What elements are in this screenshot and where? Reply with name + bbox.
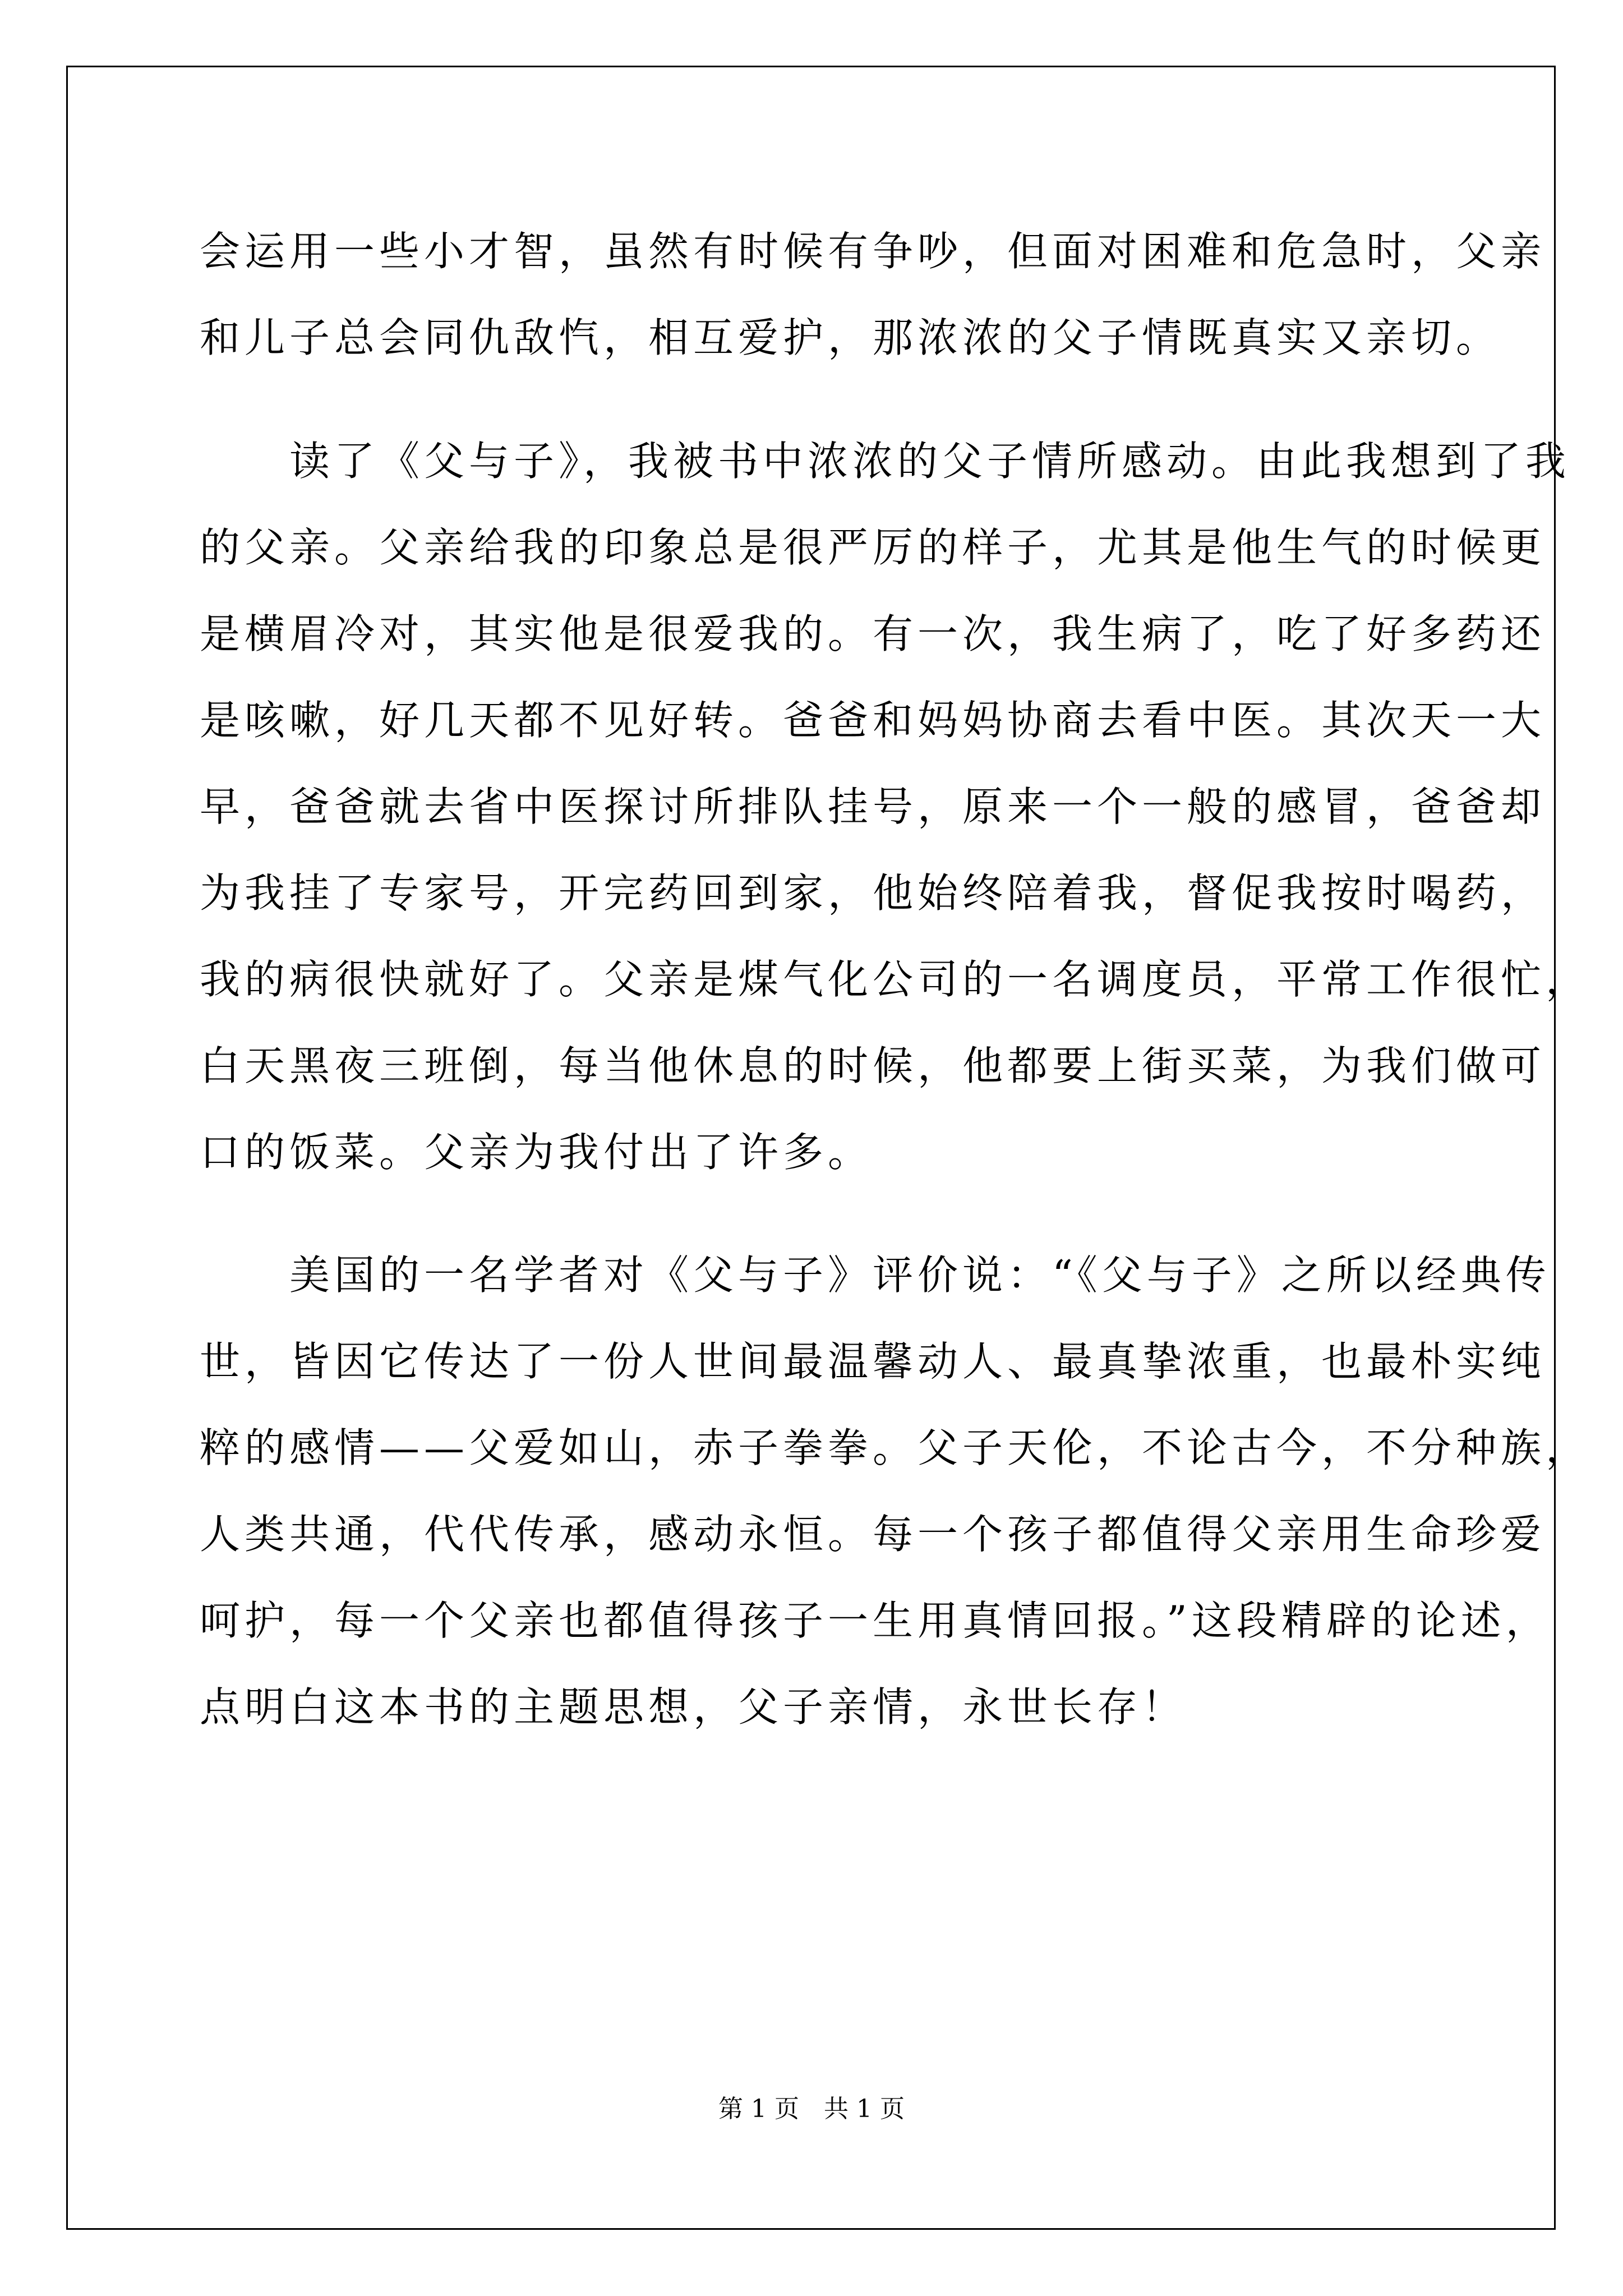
text-line: 呵护，每一个父亲也都值得孩子一生用真情回报。”这段精辟的论述， [200,1597,1551,1644]
text-line: 点明白这本书的主题思想，父子亲情，永世长存！ [200,1683,1187,1731]
text-line: 读了《父与子》，我被书中浓浓的父子情所感动。由此我想到了我 [200,438,1571,485]
text-line: 为我挂了专家号，开完药回到家，他始终陪着我，督促我按时喝药， [200,869,1546,917]
text-line: 会运用一些小才智，虽然有时候有争吵，但面对困难和危急时，父亲 [200,228,1546,275]
text-line: 美国的一名学者对《父与子》评价说：“《父与子》之所以经典传 [200,1251,1551,1299]
text-line: 口的饭菜。父亲为我付出了许多。 [200,1129,873,1176]
text-line: 我的病很快就好了。父亲是煤气化公司的一名调度员，平常工作很忙， [200,956,1591,1003]
text-line: 白天黑夜三班倒，每当他休息的时候，他都要上街买菜，为我们做可 [200,1042,1546,1089]
text-line: 是横眉冷对，其实他是很爱我的。有一次，我生病了，吃了好多药还 [200,610,1546,657]
text-line: 世，皆因它传达了一份人世间最温馨动人、最真挚浓重，也最朴实纯 [200,1338,1546,1385]
text-line: 人类共通，代代传承，感动永恒。每一个孩子都值得父亲用生命珍爱 [200,1511,1546,1558]
text-line: 和儿子总会同仇敌忾，相互爱护，那浓浓的父子情既真实又亲切。 [200,314,1501,361]
text-line: 是咳嗽，好几天都不见好转。爸爸和妈妈协商去看中医。其次天一大 [200,697,1546,744]
text-line: 早，爸爸就去省中医探讨所排队挂号，原来一个一般的感冒，爸爸却 [200,783,1546,830]
page-footer: 第 1 页 共 1 页 [718,2095,905,2123]
text-line: 粹的感情——父爱如山，赤子拳拳。父子天伦，不论古今，不分种族， [200,1424,1591,1471]
text-line: 的父亲。父亲给我的印象总是很严厉的样子，尤其是他生气的时候更 [200,524,1546,571]
